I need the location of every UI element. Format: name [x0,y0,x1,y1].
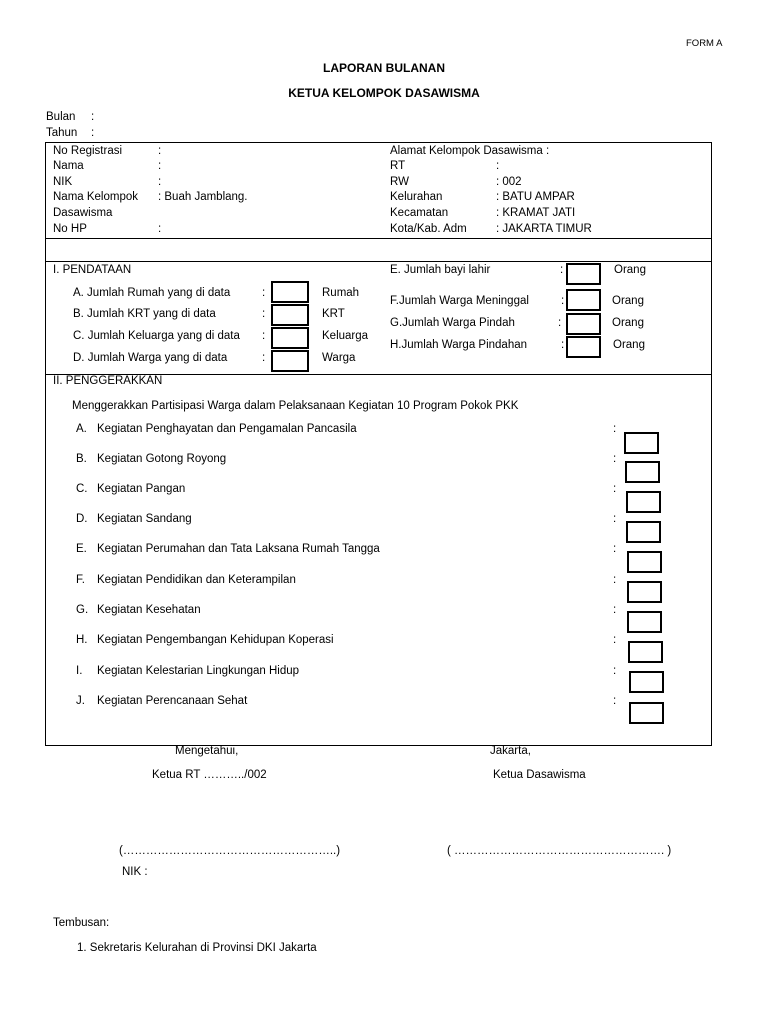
identity-label: Nama Kelompok [53,191,139,203]
kegiatan-j-input[interactable] [629,702,664,724]
pendataan-item-label: F.Jumlah Warga Meninggal [390,295,529,307]
kegiatan-e-input[interactable] [627,551,662,573]
pendataan-item-label: C. Jumlah Keluarga yang di data [73,330,240,342]
pendataan-item-unit: Rumah [322,287,360,299]
divider-pendataan [45,261,712,262]
kegiatan-colon: : [613,423,617,435]
jumlah-keluarga-input[interactable] [271,327,309,349]
kegiatan-colon: : [613,543,617,555]
kegiatan-c-input[interactable] [626,491,661,513]
ketua-rt-label: Ketua RT ………../002 [152,769,267,781]
identity-label: Dasawisma [53,207,113,219]
identity-value: : [158,176,162,188]
kegiatan-f-input[interactable] [627,581,662,603]
identity-value: : [496,160,500,172]
kegiatan-label: Kegiatan Pangan [97,483,186,495]
kegiatan-letter: G. [76,604,89,616]
kegiatan-label: Kegiatan Pengembangan Kehidupan Koperasi [97,634,334,646]
kegiatan-colon: : [613,695,617,707]
jumlah-warga-input[interactable] [271,350,309,372]
kegiatan-colon: : [613,574,617,586]
pendataan-item-colon: : [560,264,564,276]
pendataan-heading: I. PENDATAAN [53,264,132,276]
kegiatan-a-input[interactable] [624,432,659,454]
identity-value: : Buah Jamblang. [158,191,248,203]
kegiatan-i-input[interactable] [629,671,664,693]
identity-label: RT [390,160,406,172]
kegiatan-letter: C. [76,483,88,495]
kegiatan-label: Kegiatan Perumahan dan Tata Laksana Rumah Tangga [97,543,380,555]
identity-label: No HP [53,223,87,235]
identity-label: Kecamatan [390,207,449,219]
tahun-colon: : [91,127,95,139]
pendataan-item-unit: Warga [322,352,356,364]
pendataan-item-colon: : [262,287,266,299]
pendataan-item-colon: : [262,330,266,342]
pendataan-item-colon: : [561,295,565,307]
kegiatan-h-input[interactable] [628,641,663,663]
pendataan-item-unit: Orang [612,295,644,307]
kegiatan-letter: I. [76,665,83,677]
form-code: FORM A [686,38,723,49]
identity-label: Nama [53,160,84,172]
right-signature-line: ( ………………………………………………. ) [447,845,672,857]
identity-label: NIK [53,176,73,188]
kegiatan-label: Kegiatan Perencanaan Sehat [97,695,248,707]
kegiatan-d-input[interactable] [626,521,661,543]
kegiatan-colon: : [613,483,617,495]
kegiatan-letter: D. [76,513,88,525]
kegiatan-label: Kegiatan Kesehatan [97,604,201,616]
identity-label: Kota/Kab. Adm [390,223,467,235]
pendataan-item-label: E. Jumlah bayi lahir [390,264,491,276]
pendataan-item-label: B. Jumlah KRT yang di data [73,308,216,320]
kegiatan-letter: H. [76,634,88,646]
identity-label: Kelurahan [390,191,443,203]
pendataan-item-unit: Orang [614,264,646,276]
form-frame [45,142,712,746]
pendataan-item-label: A. Jumlah Rumah yang di data [73,287,231,299]
pendataan-item-colon: : [558,317,562,329]
pendataan-item-colon: : [561,339,565,351]
jumlah-rumah-input[interactable] [271,281,309,303]
kegiatan-letter: E. [76,543,87,555]
identity-value: : [158,160,162,172]
kegiatan-colon: : [613,513,617,525]
penggerakkan-heading: II. PENGGERAKKAN [53,375,163,387]
pendataan-item-label: D. Jumlah Warga yang di data [73,352,228,364]
identity-label: Alamat Kelompok Dasawisma : [390,145,550,157]
place-label: Jakarta, [490,745,531,757]
page-subtitle: KETUA KELOMPOK DASAWISMA [288,86,480,100]
jumlah-warga-meninggal-input[interactable] [566,289,601,311]
pendataan-item-unit: Keluarga [322,330,369,342]
bulan-colon: : [91,111,95,123]
tembusan-heading: Tembusan: [53,917,110,929]
kegiatan-label: Kegiatan Penghayatan dan Pengamalan Pancasila [97,423,357,435]
kegiatan-g-input[interactable] [627,611,662,633]
pendataan-item-colon: : [262,352,266,364]
pendataan-item-colon: : [262,308,266,320]
kegiatan-letter: J. [76,695,85,707]
jumlah-warga-pindah-input[interactable] [566,313,601,335]
identity-value: : KRAMAT JATI [496,207,576,219]
tembusan-item: 1. Sekretaris Kelurahan di Provinsi DKI Jakarta [77,942,317,954]
pendataan-item-unit: KRT [322,308,345,320]
pendataan-item-unit: Orang [612,317,644,329]
page-title: LAPORAN BULANAN [323,61,445,75]
kegiatan-label: Kegiatan Sandang [97,513,192,525]
identity-value: : [158,223,162,235]
kegiatan-letter: B. [76,453,87,465]
nik-label: NIK : [122,866,148,878]
jumlah-warga-pindahan-input[interactable] [566,336,601,358]
identity-label: RW [390,176,409,188]
tahun-label: Tahun [46,127,78,139]
pendataan-item-unit: Orang [613,339,645,351]
identity-value: : [158,145,162,157]
kegiatan-label: Kegiatan Gotong Royong [97,453,227,465]
left-signature-line: (………………………………………………..) [119,845,341,857]
identity-value: : JAKARTA TIMUR [496,223,592,235]
kegiatan-colon: : [613,604,617,616]
kegiatan-label: Kegiatan Kelestarian Lingkungan Hidup [97,665,300,677]
identity-value: : 002 [496,176,522,188]
identity-value: : BATU AMPAR [496,191,575,203]
divider-identity [45,238,712,239]
kegiatan-colon: : [613,634,617,646]
kegiatan-colon: : [613,453,617,465]
pendataan-item-label: G.Jumlah Warga Pindah [390,317,515,329]
bulan-label: Bulan [46,111,76,123]
penggerakkan-intro: Menggerakkan Partisipasi Warga dalam Pelaksanaan Kegiatan 10 Program Pokok PKK [72,400,519,412]
identity-label: No Registrasi [53,145,123,157]
kegiatan-letter: A. [76,423,87,435]
kegiatan-colon: : [613,665,617,677]
kegiatan-letter: F. [76,574,85,586]
jumlah-bayi-lahir-input[interactable] [566,263,601,285]
mengetahui-label: Mengetahui, [175,745,239,757]
kegiatan-label: Kegiatan Pendidikan dan Keterampilan [97,574,296,586]
pendataan-item-label: H.Jumlah Warga Pindahan [390,339,528,351]
ketua-dasawisma-label: Ketua Dasawisma [493,769,586,781]
jumlah-krt-input[interactable] [271,304,309,326]
kegiatan-b-input[interactable] [625,461,660,483]
